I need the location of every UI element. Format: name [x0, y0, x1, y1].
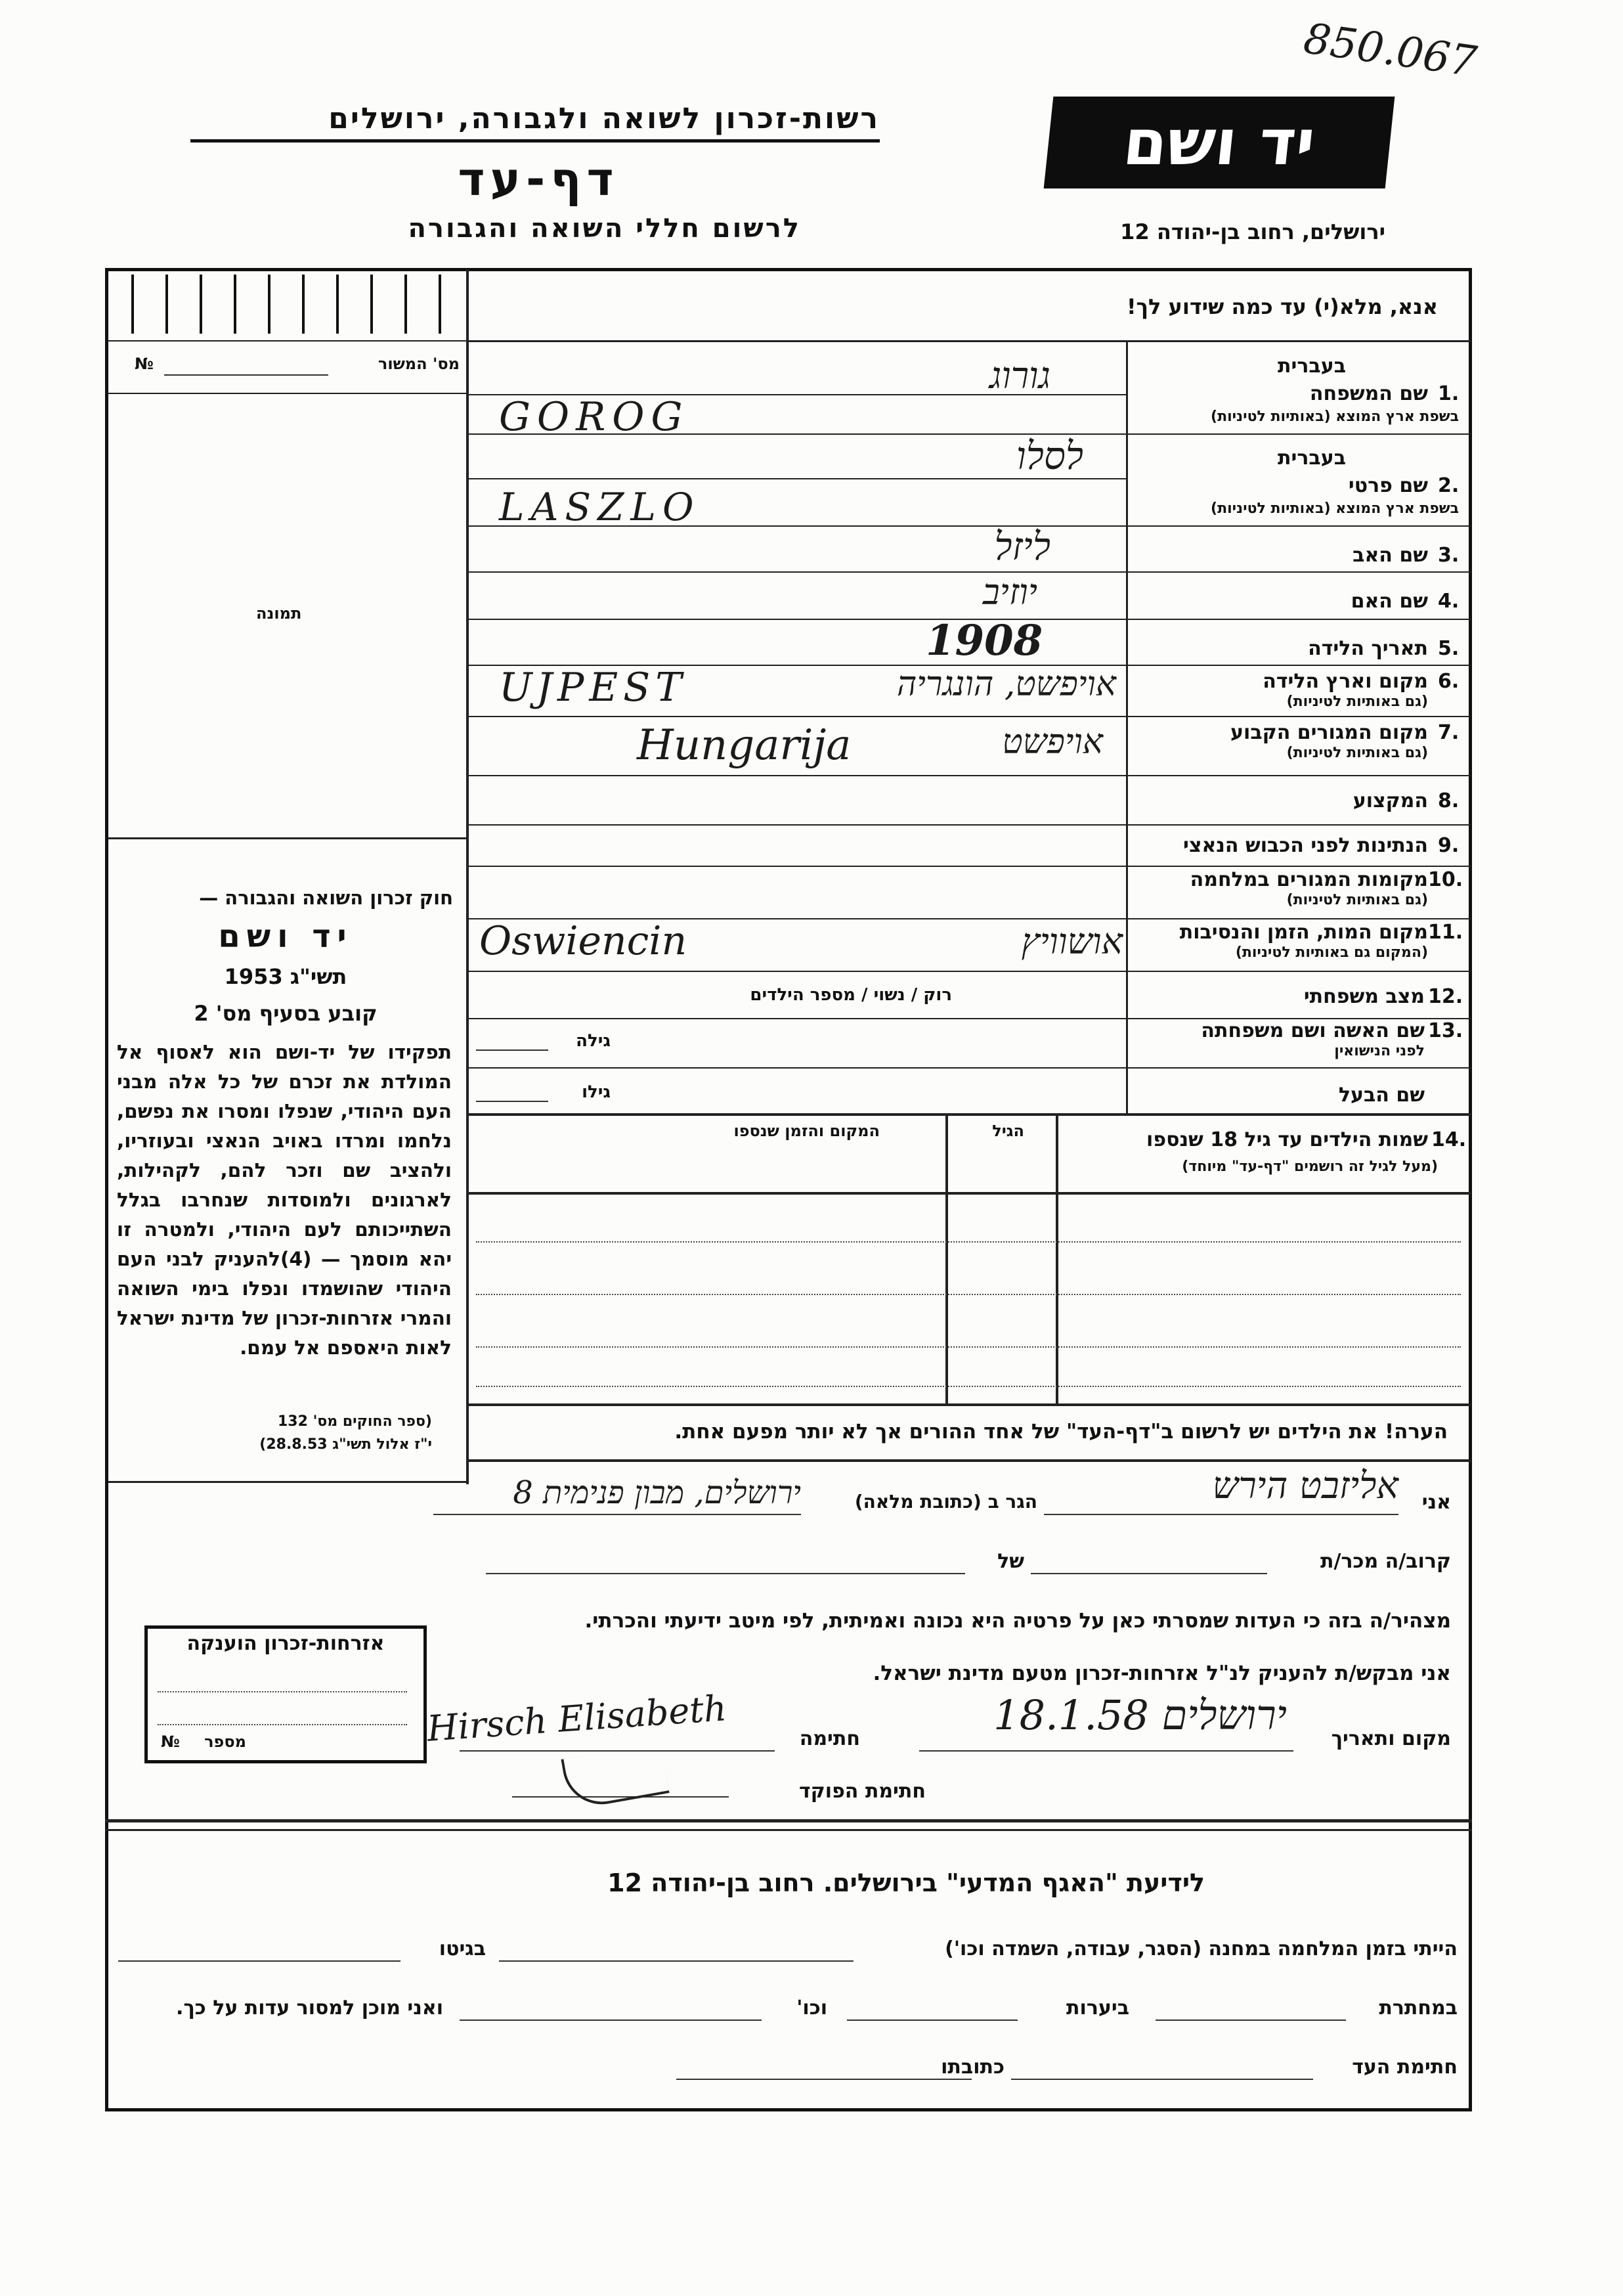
wife-age-label: גילה: [576, 1031, 611, 1051]
footer-ghetto: בגיטו: [439, 1937, 486, 1960]
citizenship-number-label: מספר: [204, 1733, 246, 1751]
law-title: חוק זכרון השואה והגבורה —: [199, 887, 453, 909]
entry-death-place-latin: Oswiencin: [479, 918, 687, 964]
entry-death-place: אושוויץ: [1021, 921, 1123, 962]
form-title: דף-עד: [458, 152, 619, 206]
place-date-label: מקום ותאריך: [1331, 1727, 1451, 1750]
children-num: 14.: [1431, 1128, 1467, 1151]
field-11-num: 11.: [1428, 921, 1463, 944]
field-13-sub: לפני הנישואין: [1334, 1043, 1425, 1059]
place-date: ירושלים 18.1.58: [993, 1691, 1287, 1739]
entry-birthplace: אויפשט, הונגריה: [896, 665, 1116, 704]
yad-vashem-logo: יד ושם: [1044, 97, 1395, 188]
field-1-sub: בשפת ארץ המוצא (באותיות לטיניות): [1211, 408, 1459, 425]
field-7-sub: (גם באותיות לטיניות): [1286, 745, 1428, 761]
registration-boxes: [131, 275, 463, 334]
statement-1: מצהיר/ה בזה כי העדות שמסרתי כאן על פרטיה היא נכונה ואמיתית, לפי מיטב ידיעתי והכרתי.: [584, 1609, 1451, 1633]
law-year: תשי"ג 1953: [224, 964, 347, 989]
entry-surname-hebrew: גורוג: [989, 355, 1050, 397]
entry-birthplace-latin: UJPEST: [499, 665, 687, 711]
citizenship-title: אזרחות-זכרון הוענקה: [186, 1632, 385, 1655]
field-5-num: 5.: [1438, 637, 1460, 660]
field-1-num: 1.: [1438, 382, 1460, 405]
law-citation-1: (ספר החוקים מס' 132: [277, 1413, 432, 1430]
field-6-label: מקום וארץ הלידה: [1263, 670, 1428, 693]
field-1-label: שם המשפחה: [1309, 382, 1428, 405]
archive-number: 850.067: [1301, 14, 1480, 87]
field-9-label: הנתינות לפני הכבוש הנאצי: [1183, 834, 1428, 857]
children-title: שמות הילדים עד גיל 18 שנספו: [1146, 1128, 1428, 1151]
law-body: תפקידו של יד-ושם הוא לאסוף אל המולדת את זכרם של כל אלה מבני העם היהודי, שנפלו ומסרו את נפשם, נלחמו ומרדו באויב הנאצי ובעוזריו, ולהציב שם וזכר להם, לקהילות, לארגונים ולמוסדות שנחרבו בגלל השתייכותם לעם היהודי, ולמטרה זו יהא מוסמך — (4)להעניק לבני העם היהודי שהושמדו ונפלו בימי השואה והמרי אזרחות-זכרון של מדינת ישראל לאות היאספם אל עמם.: [117, 1041, 452, 1359]
field-husband-label: שם הבעל: [1338, 1084, 1425, 1107]
field-13-num: 13.: [1428, 1019, 1463, 1042]
field-13-label: שם האשה ושם משפחתה: [1201, 1019, 1425, 1042]
header-address: ירושלים, רחוב בן-יהודה 12: [1120, 219, 1385, 244]
field-10-sub: (גם באותיות לטיניות): [1286, 892, 1428, 908]
field-2-label: שם פרטי: [1348, 474, 1428, 497]
field-4-num: 4.: [1438, 590, 1460, 613]
field-10-num: 10.: [1428, 868, 1463, 891]
registration-number-label: מס' המשור: [378, 355, 460, 373]
marital-options: רוק / נשוי / מספר הילדים: [750, 985, 952, 1005]
resides-label: הגר ב (כתובת מלאה): [854, 1491, 1037, 1512]
photo-label: תמונה: [256, 604, 302, 623]
field-8-label: המקצוע: [1352, 789, 1428, 812]
field-2-hebrew-tag: בעברית: [1278, 447, 1346, 470]
field-7-label: מקום המגורים הקבוע: [1230, 721, 1428, 744]
footer-address: כתובתו: [941, 2056, 1005, 2079]
remark-line: הערה! את הילדים יש לרשום ב"דף-העד" של אחד ההורים אך לא יותר מפעם אחת.: [674, 1420, 1448, 1444]
entry-first-name-latin: LASZLO: [499, 485, 701, 529]
field-10-label: מקומות המגורים במלחמה: [1190, 868, 1428, 891]
official-signature-label: חתימת הפוקד: [799, 1780, 926, 1803]
entry-first-name-hebrew: לסלו: [1016, 433, 1083, 478]
field-11-sub: (המקום גם באותיות לטיניות): [1235, 944, 1428, 961]
field-8-num: 8.: [1438, 789, 1460, 812]
witness-signature: Hirsch Elisabeth: [425, 1687, 728, 1750]
relative-label: קרוב/ה מכר/ת: [1320, 1550, 1451, 1573]
field-3-num: 3.: [1438, 544, 1460, 567]
field-2-num: 2.: [1438, 474, 1460, 497]
statement-2: אני מבקש/ת להעניק לנ"ל אזרחות-זכרון מטעם מדינת ישראל.: [873, 1662, 1451, 1685]
authority-name: רשות-זכרון לשואה ולגבורה, ירושלים: [190, 102, 880, 143]
children-col-place: המקום והזמן שנספו: [733, 1122, 880, 1140]
citizenship-no-mark: №: [161, 1733, 180, 1751]
footer-witness-signature: חתימת העד: [1352, 2056, 1458, 2079]
entry-mother: יוזיב: [982, 571, 1037, 613]
law-logo: יד ושם: [218, 918, 353, 955]
field-11-label: מקום המות, הזמן והנסיבות: [1179, 921, 1428, 944]
field-9-num: 9.: [1438, 834, 1460, 857]
witness-address: ירושלים, מבון פנימית 8: [513, 1474, 801, 1511]
field-12-label: מצב משפחתי: [1303, 985, 1425, 1008]
declaration-i-label: אני: [1421, 1491, 1451, 1514]
law-clause: קובע בסעיף מס' 2: [194, 1001, 378, 1026]
field-6-num: 6.: [1438, 670, 1460, 693]
request-line: אנא, מלא(י) עד כמה שידוע לך!: [1126, 294, 1438, 319]
signature-label: חתימה: [799, 1727, 860, 1750]
entry-surname-latin: GOROG: [499, 394, 689, 440]
field-7-num: 7.: [1438, 721, 1460, 744]
entry-residence: אויפשט: [1002, 722, 1103, 762]
field-6-sub: (גם באותיות לטיניות): [1286, 694, 1428, 710]
entry-residence-latin: Hungarija: [637, 721, 852, 770]
form-subtitle: לרשום חללי השואה והגבורה: [408, 213, 801, 244]
of-label: של: [997, 1550, 1024, 1573]
field-4-label: שם האם: [1351, 590, 1428, 613]
witness-name: אליזבט הירש: [1212, 1465, 1398, 1507]
field-5-label: תאריך הלידה: [1308, 637, 1428, 660]
footer-willing: ואני מוכן למסור עדות על כך.: [176, 1997, 443, 2020]
field-12-num: 12.: [1428, 985, 1463, 1008]
entry-birth-date: 1908: [926, 616, 1043, 665]
footer-underground: במחתרת: [1379, 1997, 1458, 2020]
footer-camp-line: הייתי בזמן המלחמה במחנה (הסגר, עבודה, השמדה וכו'): [945, 1937, 1458, 1960]
footer-forests: ביערות: [1066, 1997, 1129, 2020]
field-3-label: שם האב: [1352, 544, 1428, 567]
entry-father: ליזל: [994, 524, 1050, 569]
children-col-age: הגיל: [992, 1122, 1024, 1140]
field-1-hebrew-tag: בעברית: [1278, 355, 1346, 378]
husband-age-label: גילו: [582, 1082, 611, 1102]
children-note: (מעל לגיל זה רושמים "דף-עד" מיוחד): [1182, 1159, 1438, 1175]
footer-title: לידיעת "האגף המדעי" בירושלים. רחוב בן-יהודה 12: [607, 1868, 1205, 1897]
footer-etc: וכו': [796, 1997, 827, 2020]
registration-no-mark: №: [135, 355, 154, 373]
field-2-sub: בשפת ארץ המוצא (באותיות לטיניות): [1211, 500, 1459, 517]
law-citation-2: י"ז אלול תשי"ג 28.8.53): [259, 1436, 432, 1453]
